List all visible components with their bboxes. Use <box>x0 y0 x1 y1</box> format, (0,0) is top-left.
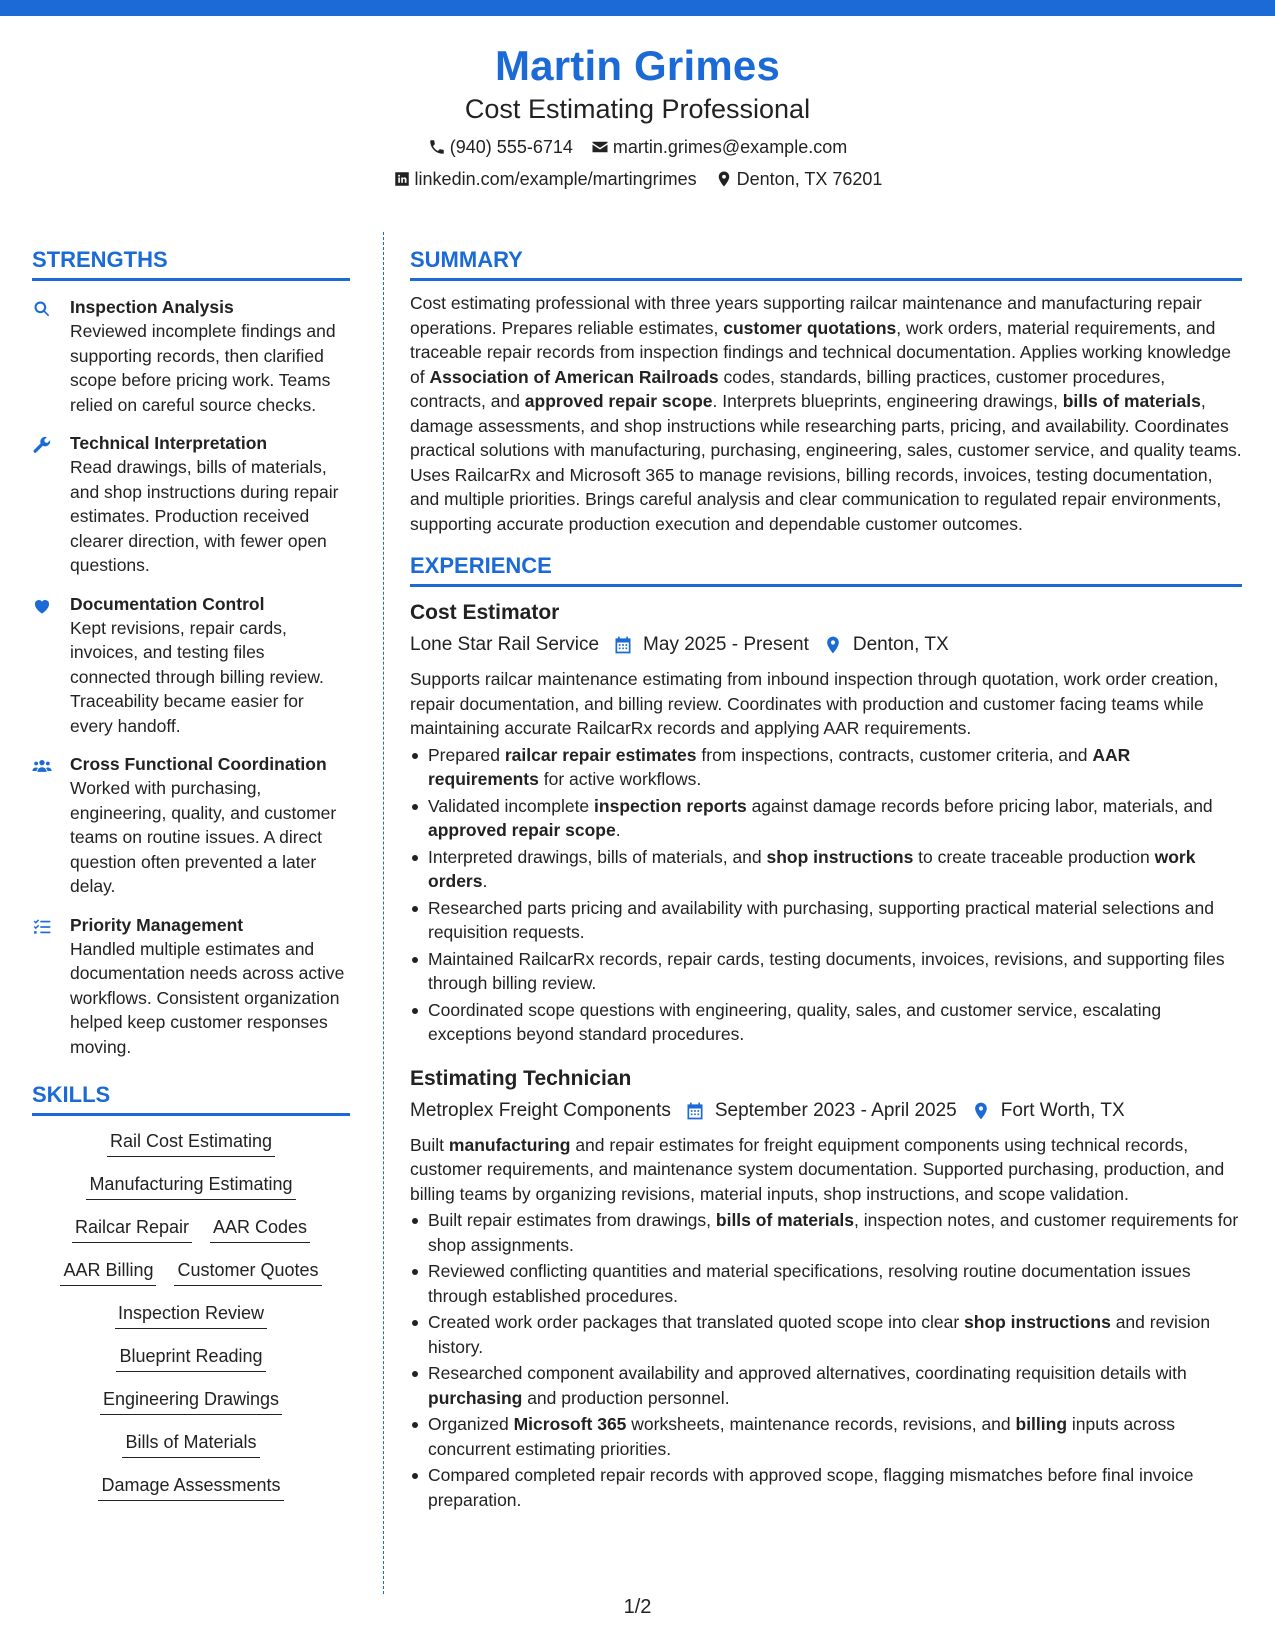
job-title: Estimating Technician <box>410 1066 632 1090</box>
skills-heading: SKILLS <box>32 1081 350 1116</box>
text-run: Created work order packages that translated quoted scope into clear <box>428 1312 965 1332</box>
contact-row-1 <box>0 134 1275 160</box>
text-run: to create traceable production <box>913 846 1155 867</box>
text-run: against damage records before pricing labor, materials, and <box>746 795 1213 816</box>
skill-row <box>122 1429 259 1458</box>
bullet-item <box>410 896 1242 945</box>
job-dates: May 2025 - Present <box>643 634 809 655</box>
skill-tag: Inspection Review <box>115 1300 267 1329</box>
text-run: for active workflows. <box>538 769 702 789</box>
strengths-heading: STRENGTHS <box>32 246 350 281</box>
right-column <box>410 246 1242 1512</box>
emphasis-text: customer quotations <box>723 317 897 338</box>
skill-row <box>100 1386 282 1415</box>
strength-title: Technical Interpretation <box>70 433 268 453</box>
text-run: , inspection notes, and customer requirements for shop assignments. <box>428 1210 1239 1255</box>
emphasis-text: billing <box>1015 1414 1068 1434</box>
text-run: and repair estimates for freight equipment components using technical records, customer requirements, and maintenance system documentation. Supported purchasing, production, and billing teams by organizing revisions, material inputs, shop instructions, and scope validation. <box>410 1134 1225 1204</box>
job-description <box>410 1133 1242 1207</box>
bullet-item <box>410 794 1242 843</box>
contact-row-2 <box>0 166 1275 192</box>
text-run: Supports railcar maintenance estimating from inbound inspection through quotation, work order creation, repair documentation, and billing review. Coordinates with production and customer facing teams while maintaining accurate RailcarRx records and applying AAR requirements. <box>410 669 1219 738</box>
text-run: Reviewed conflicting quantities and material specifications, resolving routine documentation issues through established procedures. <box>428 1261 1191 1306</box>
strength-title: Priority Management <box>70 914 244 935</box>
location-contact <box>715 166 883 192</box>
skill-tag: Customer Quotes <box>174 1257 321 1286</box>
text-run: inputs across concurrent estimating priorities. <box>428 1414 1175 1459</box>
strength-text: Kept revisions, repair cards, invoices, and testing files connected through billing review. Traceability became easier for every handoff. <box>70 617 324 736</box>
emphasis-text: bills of materials <box>1062 391 1201 411</box>
text-run: worksheets, maintenance records, revisions, and <box>626 1414 1016 1434</box>
text-run: . Interprets blueprints, engineering drawings, <box>712 391 1063 411</box>
skills-list <box>32 1128 350 1501</box>
bullet-item <box>410 743 1242 792</box>
text-run: Prepared <box>428 744 505 765</box>
list-check-icon <box>32 917 52 937</box>
strength-text: Worked with purchasing, engineering, quality, and customer teams on routine issues. A direct question often prevented a later delay. <box>70 778 337 896</box>
bullet-item <box>410 1412 1242 1461</box>
candidate-title: Cost Estimating Professional <box>464 94 811 124</box>
emphasis-text: Association of American Railroads <box>429 366 719 387</box>
envelope-icon <box>591 138 609 156</box>
strength-title: Cross Functional Coordination <box>70 754 327 774</box>
skill-tag: Engineering Drawings <box>100 1386 282 1415</box>
page-number: 1/2 <box>623 1596 652 1618</box>
bullet-item <box>410 1310 1242 1359</box>
skill-tag: Rail Cost Estimating <box>107 1128 275 1157</box>
skill-tag: AAR Codes <box>210 1214 310 1243</box>
job-location: Fort Worth, TX <box>1000 1099 1125 1121</box>
emphasis-text: bills of materials <box>715 1210 854 1230</box>
summary-heading: SUMMARY <box>410 246 1242 281</box>
strength-text: Handled multiple estimates and documentation needs across active workflows. Consistent organization helped keep customer responses moving. <box>70 938 345 1057</box>
linkedin-text: linkedin.com/example/martingrimes <box>414 169 697 189</box>
bullet-item <box>410 1208 1242 1257</box>
calendar-icon <box>613 635 633 655</box>
map-pin-icon <box>823 635 843 655</box>
job-meta <box>410 631 1242 659</box>
top-accent-bar <box>0 0 1275 16</box>
emphasis-text: shop instructions <box>766 846 914 867</box>
job-entry <box>410 599 1242 1047</box>
text-run: and production personnel. <box>522 1387 730 1408</box>
job-company: Metroplex Freight Components <box>410 1099 671 1121</box>
search-icon <box>32 299 52 319</box>
strength-item <box>32 752 350 899</box>
text-run: Organized <box>428 1414 514 1434</box>
text-run: Maintained RailcarRx records, repair cards, testing documents, invoices, revisions, and supporting files through billing review. <box>428 948 1225 993</box>
text-run: Cost estimating professional with three years supporting railcar maintenance and manufacturing repair operations. Prepares reliable estimates, <box>410 293 1202 338</box>
emphasis-text: shop instructions <box>964 1312 1111 1332</box>
bullet-item <box>410 1361 1242 1410</box>
users-icon <box>32 756 52 776</box>
resume-header <box>0 40 1275 192</box>
experience-heading: EXPERIENCE <box>410 552 1242 587</box>
job-bullets <box>410 1208 1242 1512</box>
text-run: , work orders, material requirements, and traceable repair records from inspection findings and technical documentation. Applies working knowledge of <box>410 317 1232 387</box>
linkedin-contact[interactable] <box>393 166 697 192</box>
bullet-item <box>410 1463 1242 1512</box>
text-run: Built repair estimates from drawings, <box>428 1210 716 1230</box>
text-run: Validated incomplete <box>428 795 595 816</box>
map-pin-icon <box>971 1101 991 1121</box>
emphasis-text: work orders <box>428 846 1196 891</box>
strength-text: Read drawings, bills of materials, and shop instructions during repair estimates. Production received clearer direction, with fewer open questions. <box>70 457 339 575</box>
job-company: Lone Star Rail Service <box>410 634 600 655</box>
skill-tag: Railcar Repair <box>72 1214 192 1243</box>
left-column <box>32 246 350 1501</box>
phone-contact[interactable] <box>428 134 573 160</box>
strength-item <box>32 431 350 578</box>
location-text: Denton, TX 76201 <box>736 169 883 189</box>
text-run: , damage assessments, and shop instructions while researching parts, pricing, and availability. Coordinates practical solutions with manufacturing, purchasing, engineering, sales, customer service, and quality teams. Uses RailcarRx and Microsoft 365 to manage revisions, billing records, invoices, testing documentation, and multiple priorities. Brings careful analysis and clear communication to regulated repair environments, supporting accurate production execution and dependable customer outcomes. <box>410 391 1242 534</box>
emphasis-text: inspection reports <box>594 795 747 816</box>
bullet-item <box>410 947 1242 996</box>
linkedin-icon <box>393 170 411 188</box>
text-run: Interpreted drawings, bills of materials, and <box>428 846 767 867</box>
emphasis-text: manufacturing <box>448 1134 571 1155</box>
skill-row <box>60 1257 321 1286</box>
text-run: . <box>482 871 488 891</box>
candidate-name: Martin Grimes <box>494 42 780 89</box>
job-bullets <box>410 743 1242 1047</box>
bullet-item <box>410 1259 1242 1308</box>
emphasis-text: Microsoft 365 <box>513 1414 627 1434</box>
skill-row <box>72 1214 310 1243</box>
job-meta <box>410 1097 1242 1125</box>
phone-text: (940) 555-6714 <box>449 137 573 157</box>
text-run: from inspections, contracts, customer criteria, and <box>696 744 1093 765</box>
map-pin-icon <box>715 170 733 188</box>
calendar-icon <box>685 1101 705 1121</box>
strength-title: Inspection Analysis <box>70 297 234 317</box>
skill-tag: Bills of Materials <box>122 1429 259 1458</box>
strength-item <box>32 295 350 417</box>
strength-title: Documentation Control <box>70 593 265 614</box>
strength-item <box>32 913 350 1060</box>
skill-tag: Damage Assessments <box>98 1472 283 1501</box>
job-title: Cost Estimator <box>410 601 560 624</box>
strength-item <box>32 592 350 739</box>
emphasis-text: AAR requirements <box>428 744 1131 789</box>
job-dates: September 2023 - April 2025 <box>714 1099 957 1121</box>
email-contact[interactable] <box>591 134 847 160</box>
emphasis-text: railcar repair estimates <box>504 744 697 765</box>
skill-tag: Manufacturing Estimating <box>86 1171 295 1200</box>
summary-text <box>410 291 1242 536</box>
job-description <box>410 667 1242 741</box>
text-run: Compared completed repair records with approved scope, flagging mismatches before final invoice preparation. <box>428 1465 1194 1510</box>
text-run: Coordinated scope questions with engineering, quality, sales, and customer service, escalating exceptions beyond standard procedures. <box>428 999 1162 1044</box>
text-run: Researched parts pricing and availability with purchasing, supporting practical material selections and requisition requests. <box>428 897 1214 942</box>
bullet-item <box>410 998 1242 1047</box>
text-run: Built <box>410 1134 449 1155</box>
skill-row <box>116 1343 265 1372</box>
skill-row <box>115 1300 267 1329</box>
skill-row <box>98 1472 283 1501</box>
bullet-item <box>410 845 1242 894</box>
job-location: Denton, TX <box>852 634 949 655</box>
wrench-icon <box>32 435 52 455</box>
skill-row <box>86 1171 295 1200</box>
skill-tag: AAR Billing <box>60 1257 156 1286</box>
text-run: . <box>615 820 621 840</box>
skill-tag: Blueprint Reading <box>116 1343 265 1372</box>
job-entry <box>410 1065 1242 1513</box>
email-text: martin.grimes@example.com <box>612 137 848 157</box>
skill-row <box>107 1128 275 1157</box>
emphasis-text: purchasing <box>428 1387 523 1408</box>
heart-icon <box>32 596 52 616</box>
emphasis-text: approved repair scope <box>524 391 713 411</box>
phone-icon <box>428 138 446 156</box>
text-run: Researched component availability and approved alternatives, coordinating requisition details with <box>428 1363 1187 1383</box>
strength-text: Reviewed incomplete findings and supporting records, then clarified scope before pricing work. Teams relied on careful source checks. <box>70 321 336 415</box>
text-run: codes, standards, billing practices, customer procedures, contracts, and <box>410 366 1166 411</box>
column-divider <box>383 232 384 1594</box>
emphasis-text: approved repair scope <box>428 820 616 840</box>
text-run: and revision history. <box>428 1312 1211 1357</box>
